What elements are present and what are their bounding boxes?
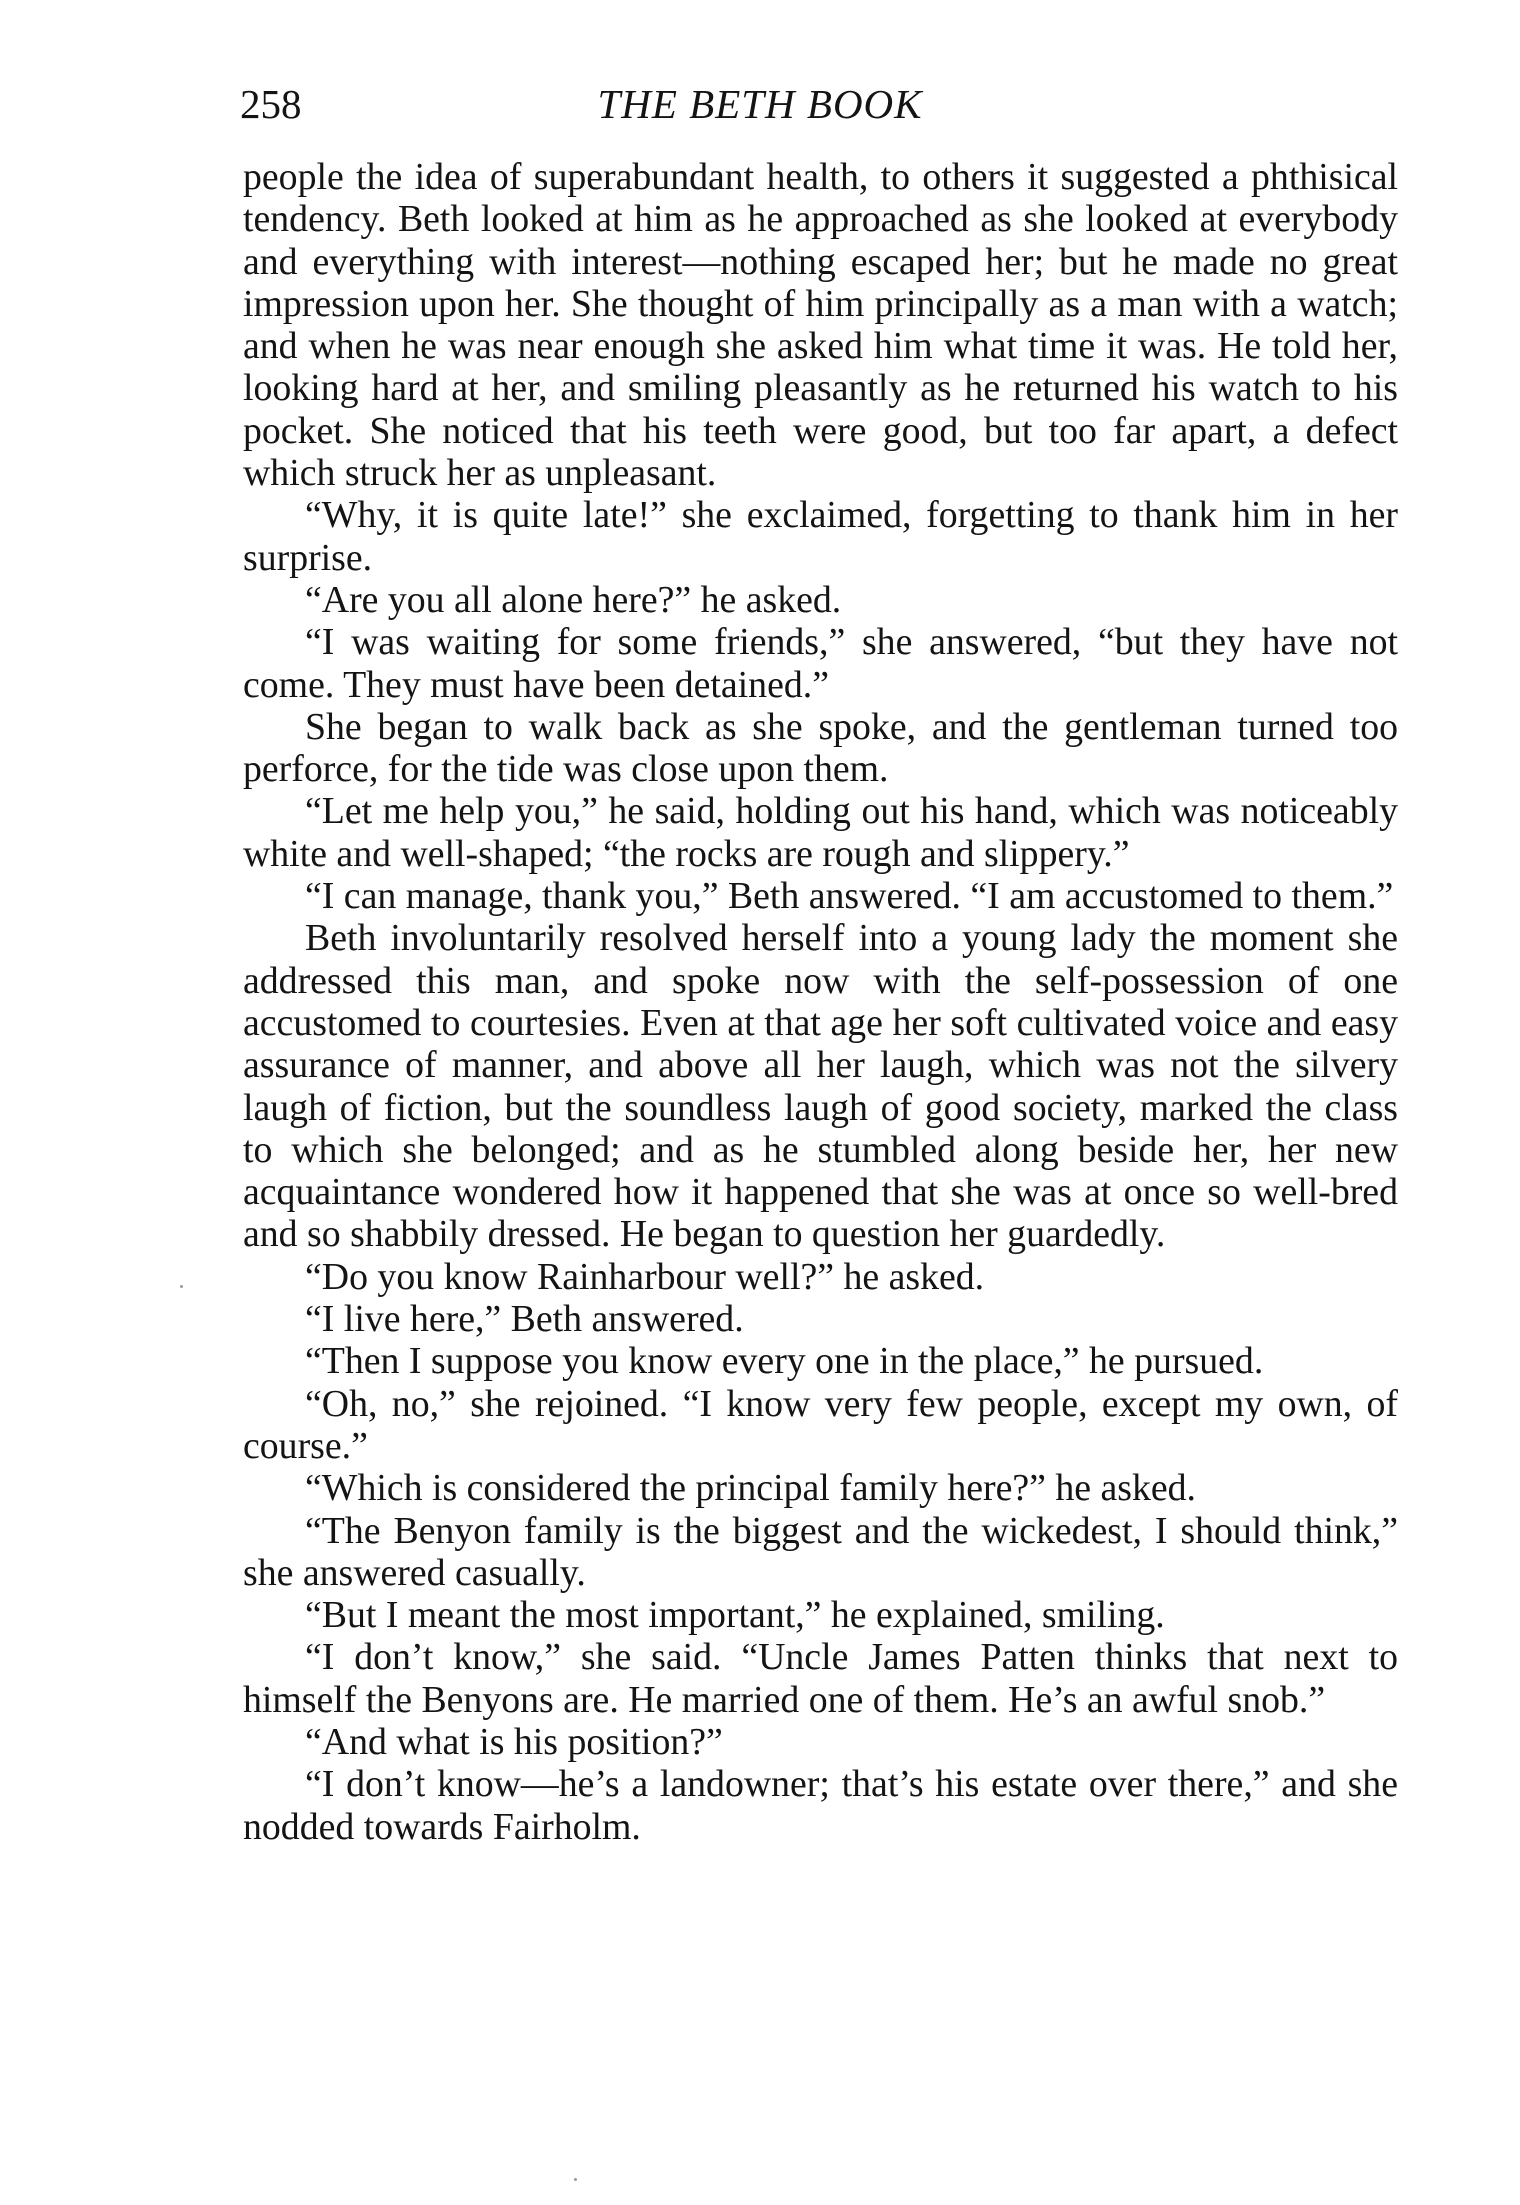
paragraph: “I was waiting for some friends,” she answered, “but they have not come. They must have been detained.”: [243, 621, 1398, 706]
running-title: THE BETH BOOK: [597, 81, 923, 127]
paragraph: “Let me help you,” he said, holding out his hand, which was noticeably white and well-shaped; “the rocks are rough and slippery.”: [243, 790, 1398, 875]
paragraph: “Why, it is quite late!” she exclaimed, forgetting to thank him in her surprise.: [243, 494, 1398, 579]
paragraph: “I live here,” Beth answered.: [305, 1298, 744, 1341]
paragraph: “But I meant the most important,” he explained, smiling.: [305, 1594, 1165, 1637]
paragraph: people the idea of superabundant health, to others it suggested a phthisical tendency. Beth looked at him as he approached as she looked at everybody and everything with interest—nothing escaped her; but he made no great impression upon her. She thought of him principally as a man with a watch; and when he was near enough she asked him what time it was. He told her, looking hard at her, and smiling pleasantly as he returned his watch to his pocket. She noticed that his teeth were good, but too far apart, a defect which struck her as unpleasant.: [243, 156, 1398, 495]
paragraph: “I can manage, thank you,” Beth answered. “I am accustomed to them.”: [305, 875, 1394, 918]
paragraph: “The Benyon family is the biggest and the wickedest, I should think,” she answered casually.: [243, 1509, 1398, 1594]
paragraph: “I don’t know,” she said. “Uncle James Patten thinks that next to himself the Benyons are. He married one of them. He’s an awful snob.”: [243, 1636, 1398, 1721]
scan-speck: [574, 2178, 577, 2181]
paragraph: “Do you know Rainharbour well?” he asked.: [305, 1255, 985, 1298]
paragraph: Beth involuntarily resolved herself into a young lady the moment she addressed this man, and spoke now with the self-possession of one accustomed to courtesies. Even at that age her soft cultivated voice and easy assurance of manner, and above all her laugh, which was not the silvery laugh of fiction, but the soundless laugh of good society, marked the class to which she belonged; and as he stumbled along beside her, her new acquaintance wondered how it happened that she was at once so well-bred and so shabbily dressed. He began to question her guardedly.: [243, 917, 1398, 1256]
page-number: 258: [240, 81, 302, 127]
paragraph: “And what is his position?”: [305, 1720, 723, 1763]
paragraph: “I don’t know—he’s a landowner; that’s his estate over there,” and she nodded towards Fairholm.: [243, 1763, 1398, 1848]
paragraph: “Are you all alone here?” he asked.: [305, 578, 842, 621]
paragraph: “Which is considered the principal family here?” he asked.: [305, 1467, 1196, 1510]
body-text: [243, 156, 1398, 1848]
paragraph: “Oh, no,” she rejoined. “I know very few people, except my own, of course.”: [243, 1382, 1398, 1467]
scan-speck: [180, 1285, 183, 1288]
paragraph: “Then I suppose you know every one in the place,” he pursued.: [305, 1340, 1264, 1383]
paragraph: She began to walk back as she spoke, and the gentleman turned too perforce, for the tide was close upon them.: [243, 705, 1398, 791]
